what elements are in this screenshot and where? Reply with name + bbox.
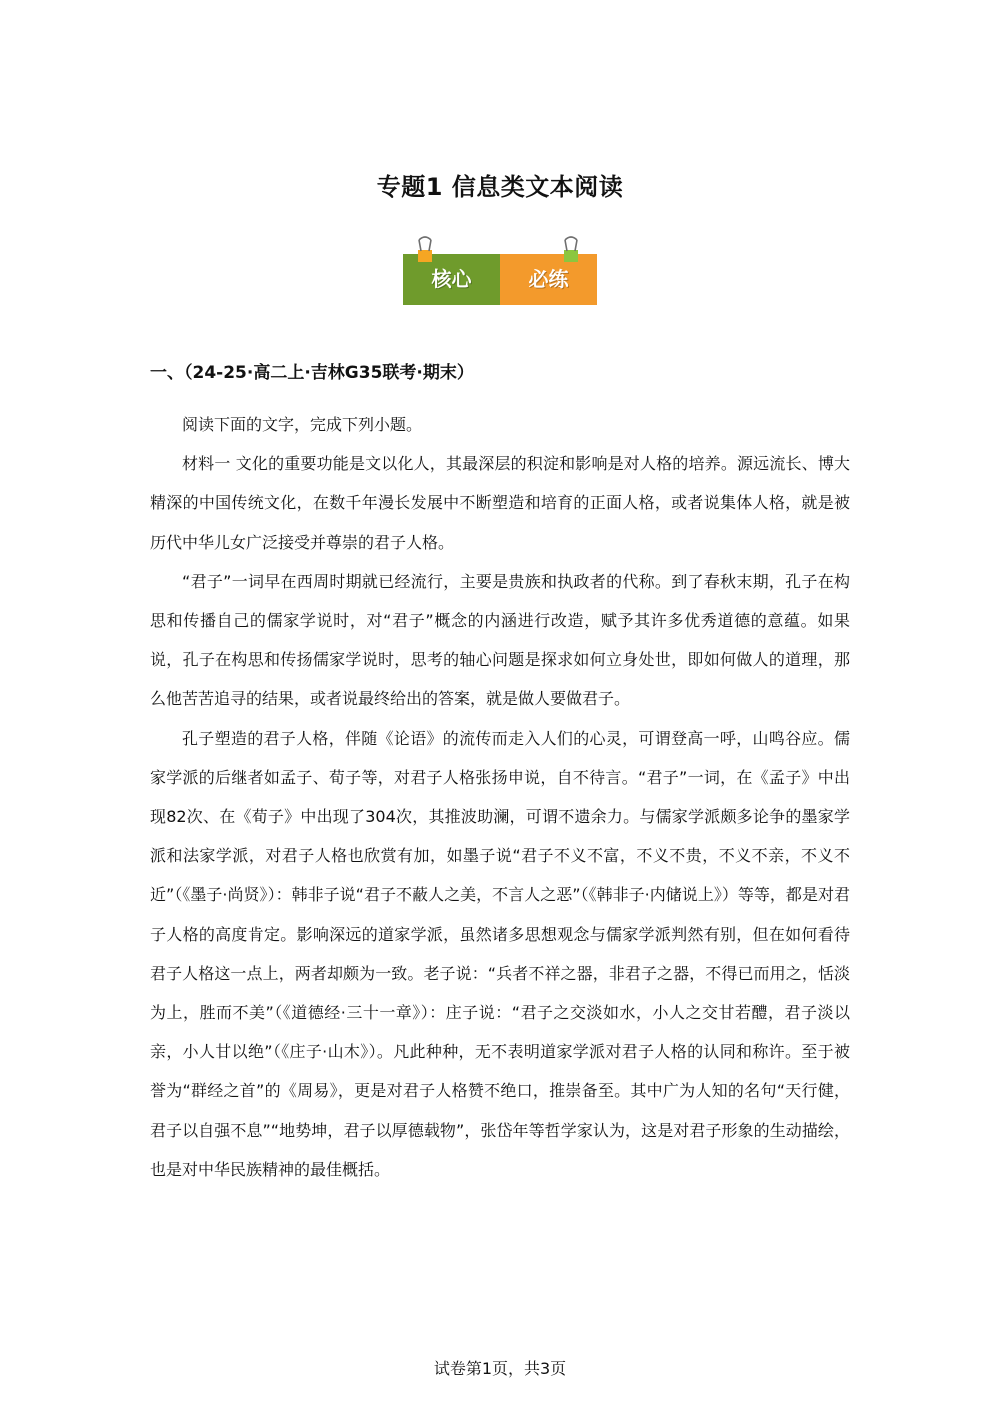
core-practice-banner <box>403 236 597 306</box>
passage-paragraph: 孔子塑造的君子人格，伴随《论语》的流传而走入人们的心灵，可谓登高一呼，山鸣谷应。儒家学派的后继者如孟子、荀子等，对君子人格张扬申说，自不待言。“君子”一词，在《孟子》中出现82次、在《荀子》中出现了304次，其推波助澜，可谓不遗余力。与儒家学派颇多论争的墨家学派和法家学派，对君子人格也欣赏有加，如墨子说“君子不义不富，不义不贵，不义不亲，不义不近”（《墨子·尚贤》）：韩非子说“君子不蔽人之美，不言人之恶”（《韩非子·内储说上》）等等，都是对君子人格的高度肯定。影响深远的道家学派，虽然诸多思想观念与儒家学派判然有别，但在如何看待君子人格这一点上，两者却颇为一致。老子说：“兵者不祥之器，非君子之器，不得已而用之，恬淡为上，胜而不美”（《道德经·三十一章》）：庄子说：“君子之交淡如水，小人之交甘若醴，君子淡以亲，小人甘以绝”（《庄子·山木》）。凡此种种，无不表明道家学派对君子人格的认同和称许。至于被誉为“群经之首”的《周易》，更是对君子人格赞不绝口，推崇备至。其中广为人知的名句“天行健，君子以自强不息”“地势坤，君子以厚德载物”，张岱年等哲学家认为，这是对君子形象的生动描绘，也是对中华民族精神的最佳概括。 <box>150 728 850 1179</box>
banner-label-practice: 必练 <box>528 267 569 291</box>
passage-paragraph: 材料一 文化的重要功能是文以化人，其最深层的积淀和影响是对人格的培养。源远流长、博大精深的中国传统文化，在数千年漫长发展中不断塑造和培育的正面人格，或者说集体人格，就是被历代中华儿女广泛接受并尊崇的君子人格。 <box>150 454 850 552</box>
page-footer: 试卷第1页，共3页 <box>433 1359 567 1378</box>
page-title: 专题1 信息类文本阅读 <box>376 173 624 201</box>
instruction-paragraph: 阅读下面的文字，完成下列小题。 <box>182 415 423 434</box>
reading-passage <box>150 405 850 1189</box>
passage-paragraph: “君子”一词早在西周时期就已经流行，主要是贵族和执政者的代称。到了春秋末期，孔子在构思和传播自己的儒家学说时，对“君子”概念的内涵进行改造，赋予其许多优秀道德的意蕴。如果说，孔子在构思和传扬儒家学说时，思考的轴心问题是探求如何立身处世，即如何做人的道理，那么他苦苦追寻的结果，或者说最终给出的答案，就是做人要做君子。 <box>150 571 850 709</box>
banner-label-core: 核心 <box>431 267 472 291</box>
section-heading: 一、（24-25·高二上·吉林G35联考·期末） <box>150 363 474 383</box>
